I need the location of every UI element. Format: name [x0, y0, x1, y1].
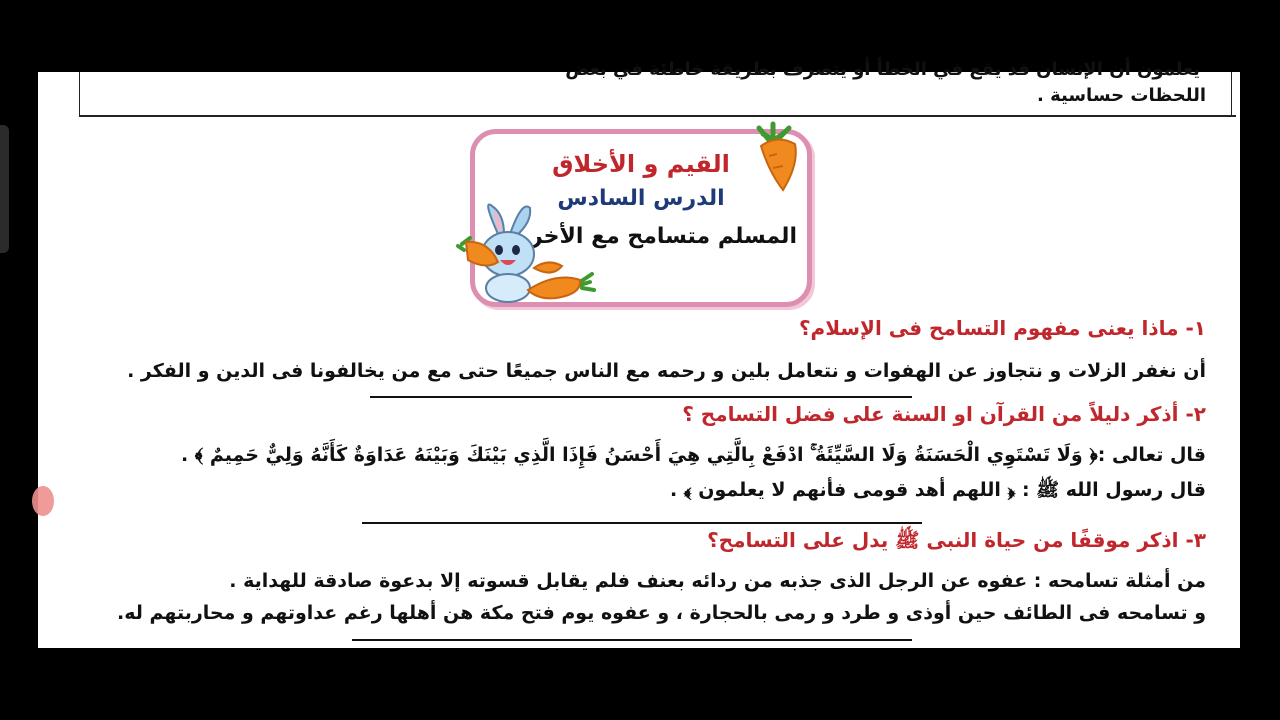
- carrot-icon: [755, 124, 805, 194]
- previous-section-cut-line: يعلمون أن الإنسان قد يقع في الخطأ أو يتصرف بطريقة خاطئة في بعض: [565, 59, 1200, 80]
- answer-2-line-1: قال تعالى :﴿ وَلَا تَسْتَوِي الْحَسَنَةُ وَلَا السَّيِّئَةُ ۚ ادْفَعْ بِالَّتِي هِيَ أَحْسَنُ فَإِذَا الَّذِي بَيْنَكَ وَبَيْنَهُ عَدَاوَةٌ كَأَنَّهُ وَلِيٌّ حَمِيمٌ ﴾ .: [180, 444, 1206, 466]
- answer-underline: [370, 396, 912, 398]
- vertical-rule-right: [1231, 72, 1232, 116]
- question-1: ١- ماذا يعنى مفهوم التسامح فى الإسلام؟: [798, 316, 1206, 340]
- answer-3-line-2: و تسامحه فى الطائف حين أوذى و طرد و رمى بالحجارة ، و عفوه يوم فتح مكة هن أهلها رغم عداوتهم و محاربتهم له.: [117, 602, 1206, 624]
- carrot-icon: [532, 256, 566, 280]
- previous-section-last-line: اللحظات حساسية .: [1036, 85, 1206, 106]
- answer-2-line-2: قال رسول الله ﷺ : ﴿ اللهم أهد قومى فأنهم لا يعلمون ﴾ .: [669, 479, 1206, 501]
- carrot-icon: [458, 236, 504, 276]
- cursor-marker: [32, 486, 54, 516]
- answer-3-line-1: من أمثلة تسامحه : عفوه عن الرجل الذى جذبه من ردائه بعنف فلم يقابل قسوته إلا بدعوة صادقة للهداية .: [229, 570, 1206, 592]
- answer-underline: [352, 639, 912, 641]
- vertical-rule-left: [79, 72, 80, 116]
- subject-title: القيم و الأخلاق: [552, 150, 730, 178]
- answer-1-line-1: أن نغفر الزلات و نتجاوز عن الهفوات و نتعامل بلين و رحمه مع الناس جميعًا حتى مع من يخالفونا فى الدين و الفكر .: [127, 360, 1206, 382]
- question-3: ٣- اذكر موقفًا من حياة النبى ﷺ يدل على التسامح؟: [707, 528, 1206, 552]
- lesson-number: الدرس السادس: [557, 186, 725, 211]
- lesson-topic: المسلم متسامح مع الأخر: [530, 224, 797, 249]
- side-panel-handle[interactable]: [0, 125, 9, 253]
- answer-underline: [362, 522, 922, 524]
- document-page: [38, 59, 1240, 648]
- question-2: ٢- أذكر دليلاً من القرآن او السنة على فضل التسامح ؟: [682, 402, 1206, 426]
- section-divider: [79, 115, 1236, 117]
